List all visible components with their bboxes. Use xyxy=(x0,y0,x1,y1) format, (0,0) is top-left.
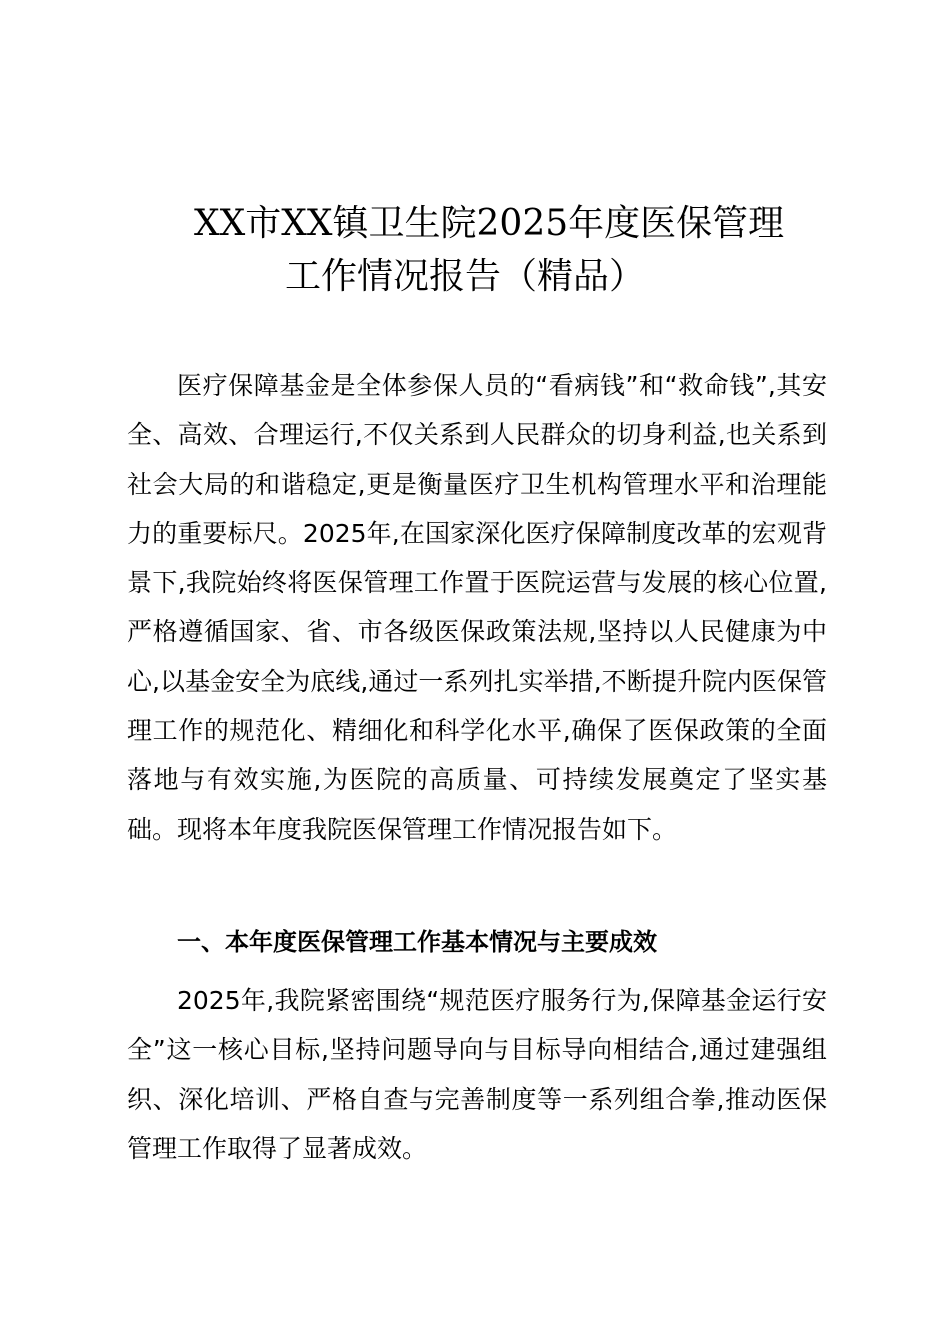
intro-paragraph: 医疗保障基金是全体参保人员的“看病钱”和“救命钱”,其安全、高效、合理运行,不仅关系到人民群众的切身利益,也关系到社会大局的和谐稳定,更是衡量医疗卫生机构管理水平和治理能力的重要标尺。2025年,在国家深化医疗保障制度改革的宏观背景下,我院始终将医保管理工作置于医院运营与发展的核心位置,严格遵循国家、省、市各级医保政策法规,坚持以人民健康为中心,以基金安全为底线,通过一系列扎实举措,不断提升院内医保管理工作的规范化、精细化和科学化水平,确保了医保政策的全面落地与有效实施,为医院的高质量、可持续发展奠定了坚实基础。现将本年度我院医保管理工作情况报告如下。 xyxy=(127,371,827,844)
document-title-line-1: XX市XX镇卫生院2025年度医保管理 xyxy=(194,203,785,244)
document-title-line-2: 工作情况报告（精品） xyxy=(285,256,646,297)
section-1-heading: 一、本年度医保管理工作基本情况与主要成效 xyxy=(177,928,657,956)
section-1-paragraph: 2025年,我院紧密围绕“规范医疗服务行为,保障基金运行安全”这一核心目标,坚持问题导向与目标导向相结合,通过建强组织、深化培训、严格自查与完善制度等一系列组合拳,推动医保管理工作取得了显著成效。 xyxy=(127,986,827,1163)
